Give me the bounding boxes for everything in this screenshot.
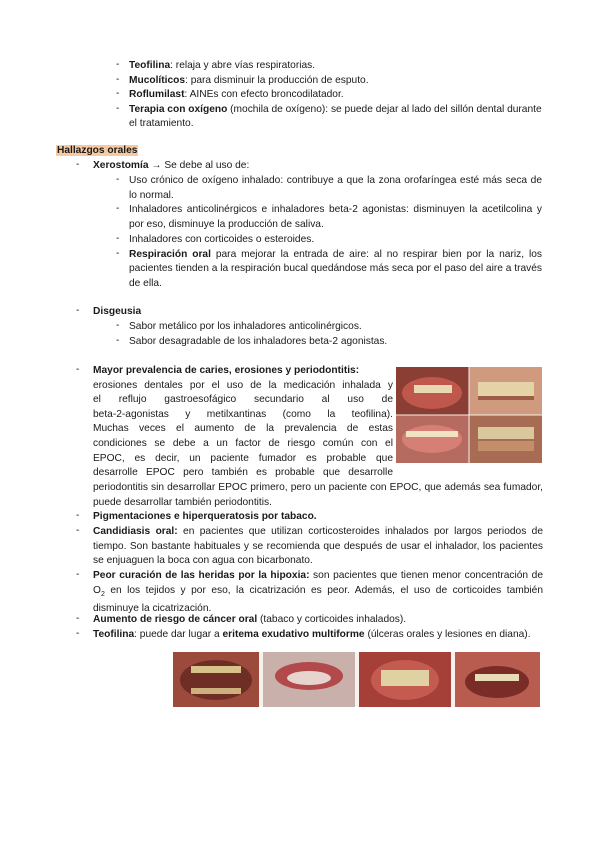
bullet-dash: - — [116, 232, 120, 244]
cancer-term: Aumento de riesgo de cáncer oral — [93, 614, 258, 625]
list-item: Uso crónico de oxígeno inhalado: contribuye a que la zona orofaríngea esté más seca de lo normal. — [129, 175, 542, 201]
teofilina-text: (úlceras orales y lesiones en diana). — [364, 629, 531, 640]
item-term: Teofilina — [129, 60, 171, 71]
item-term: Respiración oral — [129, 248, 211, 260]
disgeusia-heading: Disgeusia — [93, 306, 142, 317]
dash: - — [76, 569, 80, 580]
candidiasis-paragraph — [93, 525, 543, 569]
dash: - — [76, 510, 80, 521]
caries-heading: Mayor prevalencia de caries, erosiones y periodontitis: — [93, 365, 360, 376]
text-line: desarrolle EPOC pero también es probable que desarrolle — [93, 467, 393, 479]
photo-strip — [173, 652, 540, 707]
text-line: EPOC, es decir, un paciente fumador es probable que — [93, 452, 393, 464]
item-text: para mejorar la entrada de aire: al no respirar bien por la nariz, los pacientes tienden a la respiración bucal quedándose más seca por el paso del aire a través de ella. — [129, 248, 542, 289]
list-item: Inhaladores con corticoides o esteroides. — [129, 233, 315, 245]
oral-lesions-photo — [396, 367, 542, 463]
bullet-dash: - — [116, 320, 120, 331]
bullet-dash: - — [116, 203, 120, 214]
bullet-dash: - — [116, 73, 120, 85]
dash: - — [76, 364, 80, 375]
bullet-dash: - — [116, 174, 120, 185]
list-item — [129, 248, 542, 292]
item-text: : AINEs con efecto broncodilatador. — [184, 89, 344, 101]
bullet-dash: - — [116, 335, 120, 346]
item-term: Mucolíticos — [129, 74, 186, 86]
list-item — [129, 103, 549, 132]
section-title-text: Hallazgos orales — [57, 145, 138, 156]
cancer-paragraph — [93, 613, 543, 628]
dash: - — [76, 525, 80, 536]
curacion-paragraph — [93, 569, 543, 617]
list-item — [129, 74, 549, 89]
text-line: Muchas veces el aumento de la prevalencia de estas — [93, 423, 393, 435]
item-text: (mochila de oxígeno): se puede dejar al lado del sillón dental durante el tratamiento. — [129, 103, 542, 130]
text-line: condiciones se debe a un factor de riesgo común con el — [93, 437, 393, 449]
bullet-dash: - — [116, 102, 120, 114]
item-text: : relaja y abre vías respiratorias. — [170, 60, 316, 71]
text-line: erosiones dentales por el uso de la medicación inhalada y — [93, 379, 393, 391]
teofilina-paragraph — [93, 628, 543, 643]
photo-collage — [396, 367, 542, 463]
caries-continuation: periodontitis sin desarrollar EPOC primero, pero un paciente con EPOC, que además sea fumador, puede desarrollar también periodontitis. — [93, 482, 543, 508]
dash: - — [76, 613, 80, 624]
pigmentaciones-heading: Pigmentaciones e hiperqueratosis por tabaco. — [93, 511, 317, 522]
dash: - — [76, 628, 80, 639]
list-item — [129, 59, 549, 74]
curacion-text: en los tejidos y por eso, la cicatrización es peor. Además, el uso de corticoides también disminuye la cicatrización. — [93, 584, 543, 615]
list-item — [129, 88, 549, 103]
item-text: : para disminuir la producción de esputo. — [185, 74, 369, 86]
curacion-term: Peor curación de las heridas por la hipoxia: — [93, 570, 310, 581]
bullet-dash: - — [116, 247, 120, 259]
cancer-text: (tabaco y corticoides inhalados). — [257, 614, 407, 625]
list-item: Inhaladores anticolinérgicos e inhaladores beta-2 agonistas: disminuyen la acetilcolina y por eso, disminuye la producción de saliva. — [129, 204, 542, 230]
candidiasis-text: en pacientes que utilizan corticosteroides inhalados por largos periodos de tiempo. Son bastante habituales y se recomienda que después de usar el inhalador, los pacientes se enjuaguen la boca con agua con bicarbonato. — [93, 526, 544, 567]
text-line: el reflujo gastroesofágico secundario al uso de — [93, 394, 393, 406]
section-title — [56, 144, 138, 159]
list-item: Sabor metálico por los inhaladores anticolinérgicos. — [129, 321, 362, 332]
dash: - — [76, 305, 80, 316]
bullet-dash: - — [116, 59, 120, 70]
item-term: Roflumilast — [129, 89, 185, 101]
oral-photos-strip — [173, 652, 540, 707]
bullet-dash: - — [116, 88, 120, 100]
teofilina-term: Teofilina — [93, 629, 135, 640]
xerostomia-term: Xerostomía — [93, 160, 149, 171]
list-item: Sabor desagradable de los inhaladores beta-2 agonistas. — [129, 336, 388, 347]
dash: - — [76, 159, 80, 170]
curacion-text: son pacientes que tienen menor concentración de O — [93, 570, 543, 596]
subscript: 2 — [100, 590, 105, 598]
xerostomia-heading — [93, 159, 543, 174]
candidiasis-term: Candidiasis oral: — [93, 526, 178, 537]
xerostomia-text: → Se debe al uso de: — [148, 160, 250, 171]
caries-paragraph — [93, 364, 393, 481]
eritema-term: eritema exudativo multiforme — [222, 629, 365, 640]
item-term: Terapia con oxígeno — [129, 103, 228, 115]
teofilina-text: : puede dar lugar a — [134, 629, 223, 640]
text-line: beta-2-agonistas y metilxantinas (como la teofilina). — [93, 408, 393, 420]
